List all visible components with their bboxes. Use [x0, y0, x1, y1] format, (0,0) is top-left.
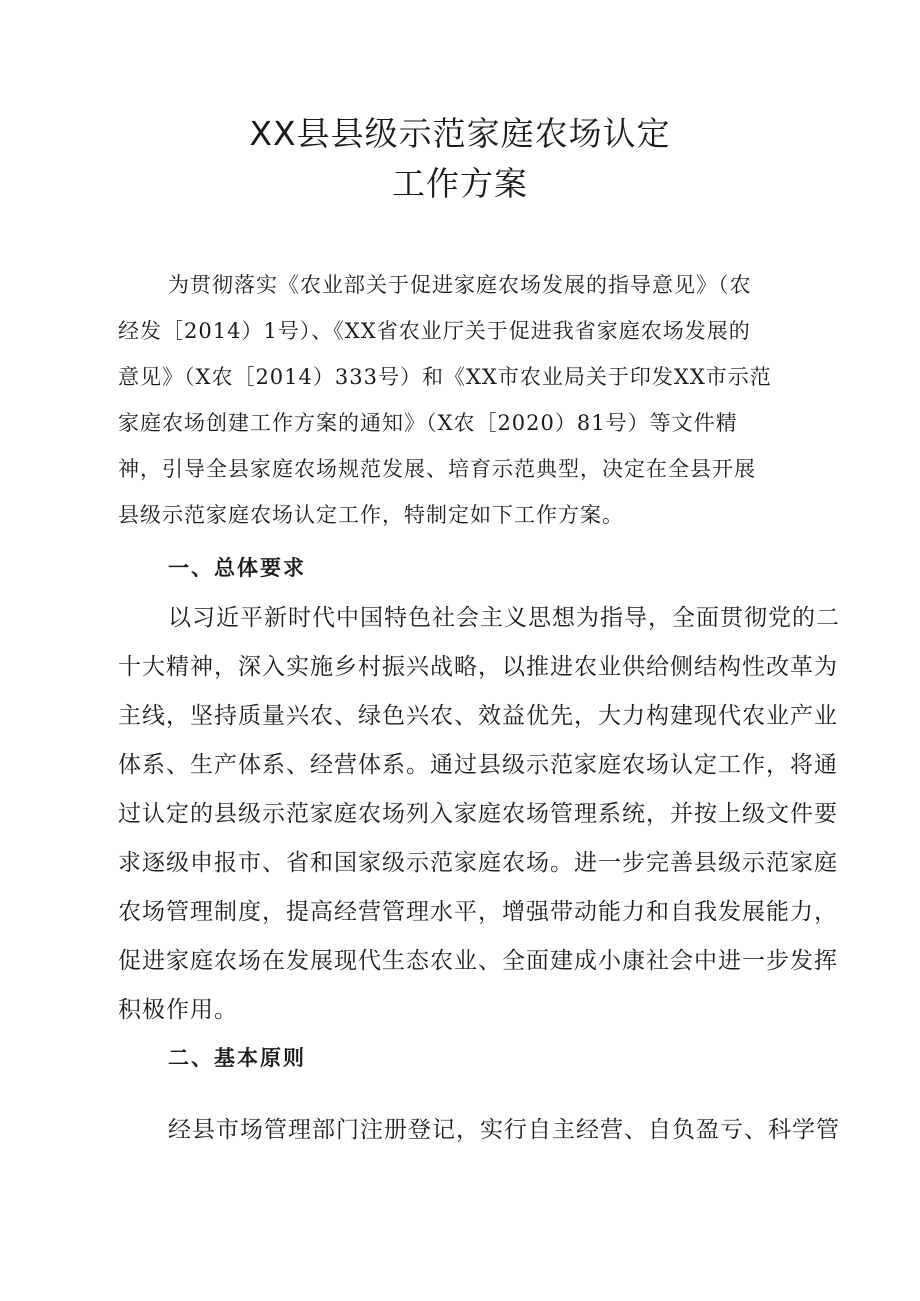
intro-line: 意见》（X农［2014）333号）和《XX市农业局关于印发XX市示范 [118, 365, 772, 389]
section1-paragraph [118, 594, 840, 1035]
intro-line: 县级示范家庭农场认定工作，特制定如下工作方案。 [118, 503, 624, 527]
intro-line: 经发［2014）1号）、《XX省农业厅关于促进我省家庭农场发展的 [118, 319, 751, 343]
intro-paragraph [118, 262, 808, 538]
section1-line: 农场管理制度，提高经营管理水平，增强带动能力和自我发展能力， [118, 899, 838, 925]
section1-line: 体系、生产体系、经营体系。通过县级示范家庭农场认定工作，将通 [118, 752, 838, 778]
document-title-line-2: 工作方案 [392, 164, 528, 203]
section1-line: 主线，坚持质量兴农、绿色兴农、效益优先，大力构建现代农业产业 [118, 703, 838, 729]
section1-line: 以习近平新时代中国特色社会主义思想为指导，全面贯彻党的二 [168, 605, 840, 631]
section1-line: 求逐级申报市、省和国家级示范家庭农场。进一步完善县级示范家庭 [118, 850, 838, 876]
intro-line: 为贯彻落实《农业部关于促进家庭农场发展的指导意见》（农 [168, 273, 752, 297]
section1-line: 积极作用。 [118, 997, 238, 1023]
section-heading-general-requirements: 一、总体要求 [168, 556, 306, 580]
section1-line: 促进家庭农场在发展现代生态农业、全面建成小康社会中进一步发挥 [118, 948, 838, 974]
intro-line: 家庭农场创建工作方案的通知》（X农［2020）81号）等文件精 [118, 411, 738, 435]
section-heading-basic-principles: 二、基本原则 [168, 1046, 306, 1070]
section2-paragraph [118, 1106, 840, 1155]
document-title-line-1: XX县县级示范家庭农场认定 [249, 114, 671, 153]
intro-line: 神，引导全县家庭农场规范发展、培育示范典型，决定在全县开展 [118, 457, 756, 481]
section2-line: 经县市场管理部门注册登记，实行自主经营、自负盈亏、科学管 [168, 1117, 840, 1143]
section1-line: 十大精神，深入实施乡村振兴战略，以推进农业供给侧结构性改革为 [118, 654, 838, 680]
section1-line: 过认定的县级示范家庭农场列入家庭农场管理系统，并按上级文件要 [118, 801, 838, 827]
